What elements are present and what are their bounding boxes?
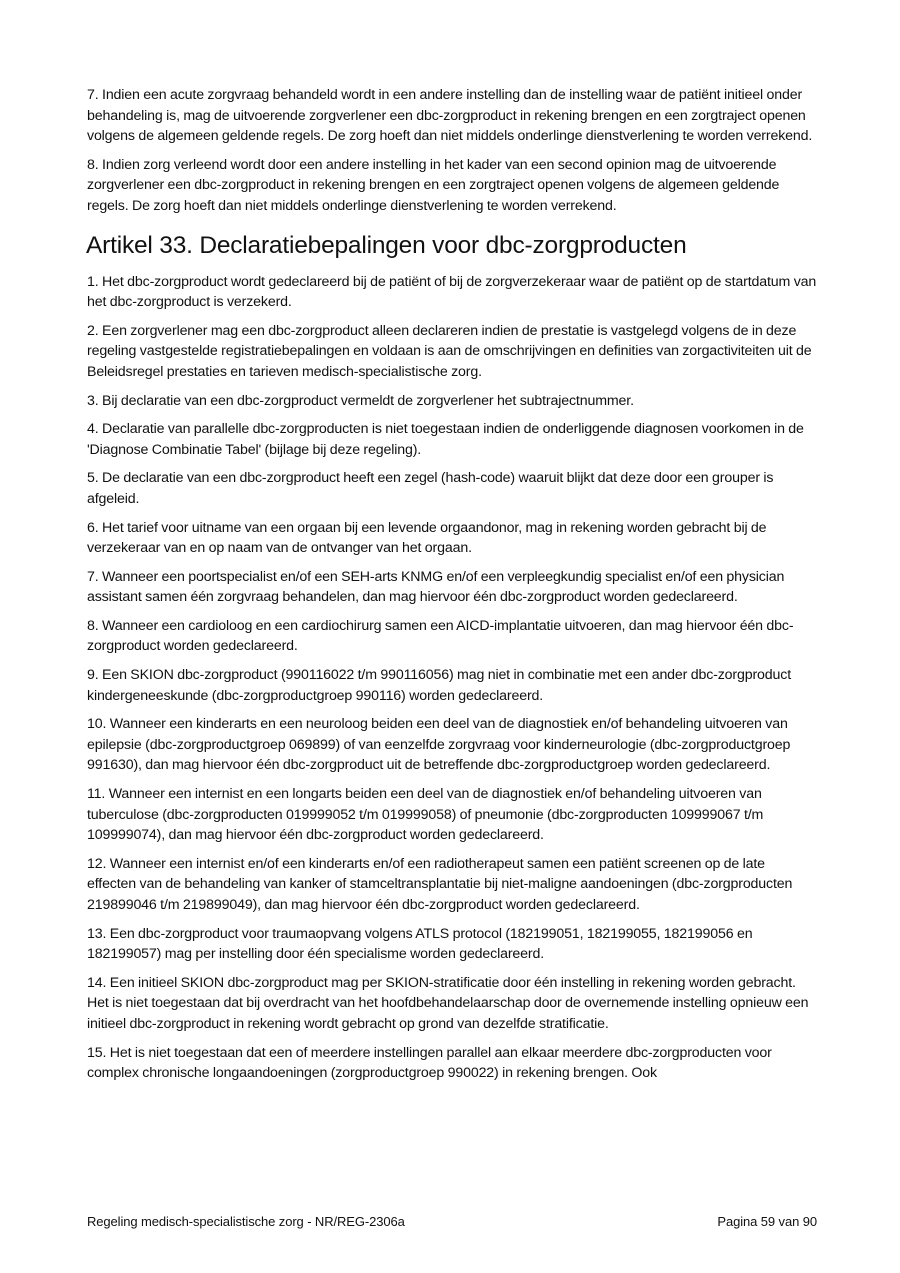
article-paragraph-3: 3. Bij declaratie van een dbc-zorgproduct vermeldt de zorgverlener het subtrajectnummer. bbox=[87, 392, 634, 409]
article-paragraph-11: 11. Wanneer een internist en een longarts beiden een deel van de diagnostiek en/of behandeling uitvoeren van tuberculose (dbc-zorgproducten 019999052 t/m 019999058) of pneumonie (dbc-zorgproducten 109999067 t/m 109999074), dan mag hiervoor één dbc-zorgproduct worden gedeclareerd. bbox=[87, 786, 764, 844]
document-page bbox=[87, 85, 817, 1092]
footer-page-number: Pagina 59 van 90 bbox=[717, 1214, 817, 1229]
article-paragraph-2: 2. Een zorgverlener mag een dbc-zorgproduct alleen declareren indien de prestatie is vastgelegd volgens de in deze regeling vastgestelde registratiebepalingen en voldaan is aan de omschrijvingen en definities van zorgactiviteiten uit de Beleidsregel prestaties en tarieven medisch-specialistische zorg. bbox=[87, 322, 812, 380]
article-paragraph-7: 7. Wanneer een poortspecialist en/of een SEH-arts KNMG en/of een verpleegkundig specialist en/of een physician assistant samen één zorgvraag behandelen, dan mag hiervoor één dbc-zorgproduct worden gedeclareerd. bbox=[87, 568, 785, 606]
article-heading: Artikel 33. Declaratiebepalingen voor dbc-zorgproducten bbox=[86, 231, 687, 259]
page-footer bbox=[87, 1213, 817, 1231]
article-paragraph-15: 15. Het is niet toegestaan dat een of meerdere instellingen parallel aan elkaar meerdere dbc-zorgproducten voor complex chronische longaandoeningen (zorgproductgroep 990022) in rekening brengen. Ook bbox=[87, 1044, 772, 1082]
paragraph-intro-8: 8. Indien zorg verleend wordt door een andere instelling in het kader van een second opinion mag de uitvoerende zorgverlener een dbc-zorgproduct in rekening brengen en een zorgtraject openen volgens de algemeen geldende regels. De zorg hoeft dan niet middels onderlinge dienstverlening te worden verrekend. bbox=[87, 156, 780, 214]
article-paragraph-1: 1. Het dbc-zorgproduct wordt gedeclareerd bij de patiënt of bij de zorgverzekeraar waar de patiënt op de startdatum van het dbc-zorgproduct is verzekerd. bbox=[87, 273, 817, 311]
article-paragraph-5: 5. De declaratie van een dbc-zorgproduct heeft een zegel (hash-code) waaruit blijkt dat deze door een grouper is afgeleid. bbox=[87, 470, 774, 507]
article-paragraph-14: 14. Een initieel SKION dbc-zorgproduct mag per SKION-stratificatie door één instelling in rekening worden gebracht. Het is niet toegestaan dat bij overdracht van het hoofdbehandelaarschap door de overnemende instelling opnieuw een initieel dbc-zorgproduct in rekening wordt gebracht op grond van dezelfde stratificatie. bbox=[87, 974, 809, 1032]
article-paragraph-10: 10. Wanneer een kinderarts en een neuroloog beiden een deel van de diagnostiek en/of behandeling uitvoeren van epilepsie (dbc-zorgproductgroep 069899) of van eenzelfde zorgvraag voor kinderneurologie (dbc-zorgproductgroep 991630), dan mag hiervoor één dbc-zorgproduct uit de betreffende dbc-zorgproductgroep worden gedeclareerd. bbox=[87, 716, 791, 774]
article-paragraph-12: 12. Wanneer een internist en/of een kinderarts en/of een radiotherapeut samen een patiënt screenen op de late effecten van de behandeling van kanker of stamceltransplantatie bij niet-maligne aandoeningen (dbc-zorgproducten 219899046 t/m 219899049), dan mag hiervoor één dbc-zorgproduct worden gedeclareerd. bbox=[87, 855, 793, 913]
article-paragraph-6: 6. Het tarief voor uitname van een orgaan bij een levende orgaandonor, mag in rekening worden gebracht bij de verzekeraar van en op naam van de ontvanger van het orgaan. bbox=[87, 519, 767, 557]
paragraph-intro-7: 7. Indien een acute zorgvraag behandeld wordt in een andere instelling dan de instelling waar de patiënt initieel onder behandeling is, mag de uitvoerende zorgverlener een dbc-zorgproduct in rekening brengen en een zorgtraject openen volgens de algemeen geldende regels. De zorg hoeft dan niet middels onderlinge dienstverlening te worden verrekend. bbox=[87, 87, 813, 145]
article-paragraph-8: 8. Wanneer een cardioloog en een cardiochirurg samen een AICD-implantatie uitvoeren, dan mag hiervoor één dbc-zorgproduct worden gedeclareerd. bbox=[87, 617, 794, 655]
article-body bbox=[87, 272, 817, 1084]
article-paragraph-13: 13. Een dbc-zorgproduct voor traumaopvang volgens ATLS protocol (182199051, 182199055, 182199056 en 182199057) mag per instelling door één specialisme worden gedeclareerd. bbox=[87, 925, 753, 963]
footer-document-title: Regeling medisch-specialistische zorg - NR/REG-2306a bbox=[87, 1214, 405, 1229]
article-paragraph-4: 4. Declaratie van parallelle dbc-zorgproducten is niet toegestaan indien de onderliggende diagnosen voorkomen in de 'Diagnose Combinatie Tabel' (bijlage bij deze regeling). bbox=[87, 421, 804, 458]
article-paragraph-9: 9. Een SKION dbc-zorgproduct (990116022 t/m 990116056) mag niet in combinatie met een ander dbc-zorgproduct kindergeneeskunde (dbc-zorgproductgroep 990116) worden gedeclareerd. bbox=[87, 667, 792, 704]
